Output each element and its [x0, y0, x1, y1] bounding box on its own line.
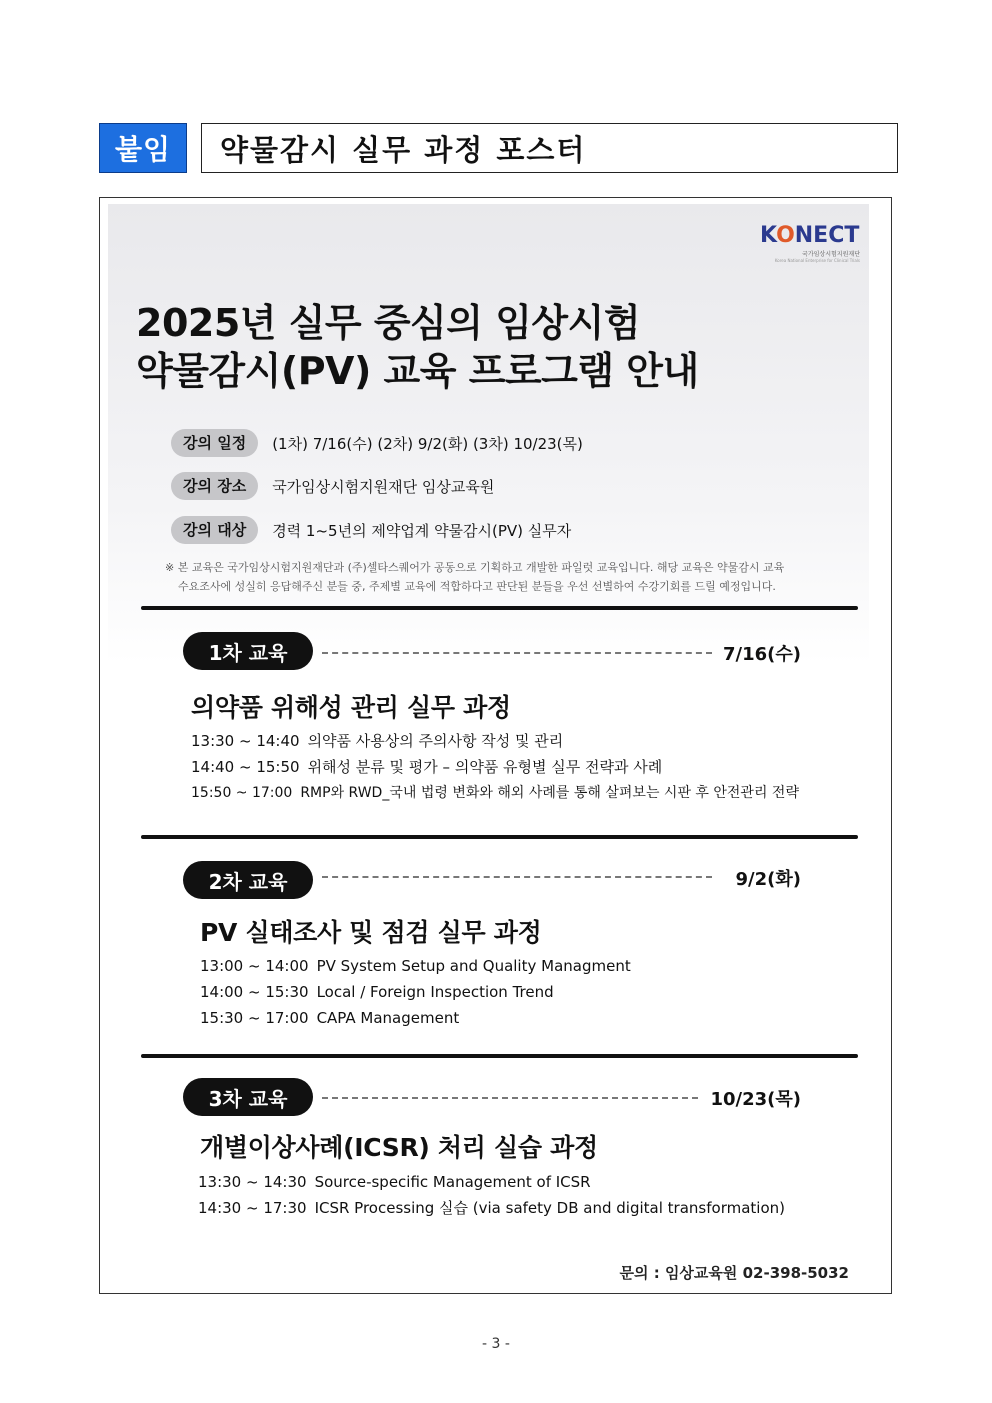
schedule-topic: ICSR Processing 실습 (via safety DB and digital transformation) — [314, 1199, 785, 1217]
session-title: 개별이상사례(ICSR) 처리 실습 과정 — [200, 1133, 598, 1162]
schedule-topic: CAPA Management — [316, 1009, 460, 1027]
schedule-row — [200, 1005, 631, 1031]
contact-info: 문의 : 임상교육원 02-398-5032 — [619, 1264, 849, 1282]
dashed-leader — [322, 1097, 698, 1099]
schedule-row — [191, 728, 799, 754]
info-row-location — [171, 472, 494, 500]
schedule-time: 14:40 ~ 15:50 — [191, 758, 300, 776]
schedule-time: 13:30 ~ 14:40 — [191, 732, 300, 750]
logo-subtitle-en: Korea National Enterprise for Clinical Trials — [774, 258, 860, 263]
attachment-badge: 붙임 — [99, 123, 187, 173]
document-title: 약물감시 실무 과정 포스터 — [201, 123, 898, 173]
poster-title — [136, 299, 856, 395]
session-date: 7/16(수) — [723, 644, 801, 665]
info-value: 국가임상시험지원재단 임상교육원 — [272, 477, 495, 496]
schedule-topic: 의약품 사용상의 주의사항 작성 및 관리 — [307, 732, 564, 750]
session-schedule — [191, 728, 799, 806]
konect-logo — [760, 224, 860, 268]
schedule-row — [198, 1195, 785, 1221]
info-row-audience — [171, 516, 571, 544]
schedule-row — [200, 979, 631, 1005]
notice-line: ※ 본 교육은 국가임상시험지원재단과 (주)셀타스퀘어가 공동으로 기획하고 개발한 파일럿 교육입니다. 해당 교육은 약물감시 교육 — [165, 561, 785, 574]
session-date: 10/23(목) — [710, 1089, 801, 1110]
page-number: - 3 - — [482, 1336, 510, 1352]
info-label: 강의 대상 — [171, 516, 258, 544]
schedule-time: 13:30 ~ 14:30 — [198, 1173, 307, 1191]
schedule-row — [200, 953, 631, 979]
info-label: 강의 일정 — [171, 429, 258, 457]
logo-o: O — [776, 223, 795, 248]
schedule-time: 15:50 ~ 17:00 — [191, 785, 293, 801]
info-row-schedule — [171, 429, 583, 457]
logo-rest: NECT — [794, 223, 860, 248]
section-divider — [141, 606, 858, 610]
logo-wordmark — [760, 224, 860, 248]
info-value: 경력 1~5년의 제약업계 약물감시(PV) 실무자 — [272, 521, 572, 540]
schedule-time: 15:30 ~ 17:00 — [200, 1009, 309, 1027]
poster-background — [108, 204, 869, 1284]
section-divider — [141, 835, 858, 839]
logo-k: K — [760, 223, 777, 248]
schedule-time: 14:00 ~ 15:30 — [200, 983, 309, 1001]
dashed-leader — [322, 876, 712, 878]
schedule-topic: Source-specific Management of ICSR — [314, 1173, 591, 1191]
schedule-topic: RMP와 RWD_국내 법령 변화와 해외 사례를 통해 살펴보는 시판 후 안전관리 전략 — [300, 785, 799, 801]
schedule-topic: PV System Setup and Quality Managment — [316, 957, 631, 975]
schedule-topic: Local / Foreign Inspection Trend — [316, 983, 554, 1001]
section-divider — [141, 1054, 858, 1058]
info-value: (1차) 7/16(수) (2차) 9/2(화) (3차) 10/23(목) — [272, 434, 583, 453]
session-badge: 2차 교육 — [183, 861, 313, 899]
notice-text — [165, 558, 865, 596]
schedule-row — [191, 754, 799, 780]
session-schedule — [198, 1169, 785, 1221]
schedule-topic: 위해성 분류 및 평가 – 의약품 유형별 실무 전략과 사례 — [307, 758, 663, 776]
poster — [99, 197, 892, 1294]
logo-subtitle: 국가임상시험지원재단 — [802, 251, 860, 258]
schedule-row — [198, 1169, 785, 1195]
poster-title-line1: 2025년 실무 중심의 임상시험 — [136, 301, 641, 345]
schedule-time: 14:30 ~ 17:30 — [198, 1199, 307, 1217]
session-badge: 3차 교육 — [183, 1078, 313, 1116]
session-badge: 1차 교육 — [183, 632, 313, 670]
poster-title-line2: 약물감시(PV) 교육 프로그램 안내 — [136, 349, 699, 393]
schedule-row — [191, 780, 799, 806]
info-label: 강의 장소 — [171, 472, 258, 500]
session-title: 의약품 위해성 관리 실무 과정 — [191, 693, 511, 722]
dashed-leader — [322, 652, 712, 654]
session-title: PV 실태조사 및 점검 실무 과정 — [200, 918, 542, 947]
session-schedule — [200, 953, 631, 1031]
session-date: 9/2(화) — [735, 869, 801, 890]
schedule-time: 13:00 ~ 14:00 — [200, 957, 309, 975]
notice-line: 수요조사에 성실히 응답해주신 분들 중, 주제별 교육에 적합하다고 판단된 분들을 우선 선별하여 수강기회를 드릴 예정입니다. — [178, 580, 776, 593]
